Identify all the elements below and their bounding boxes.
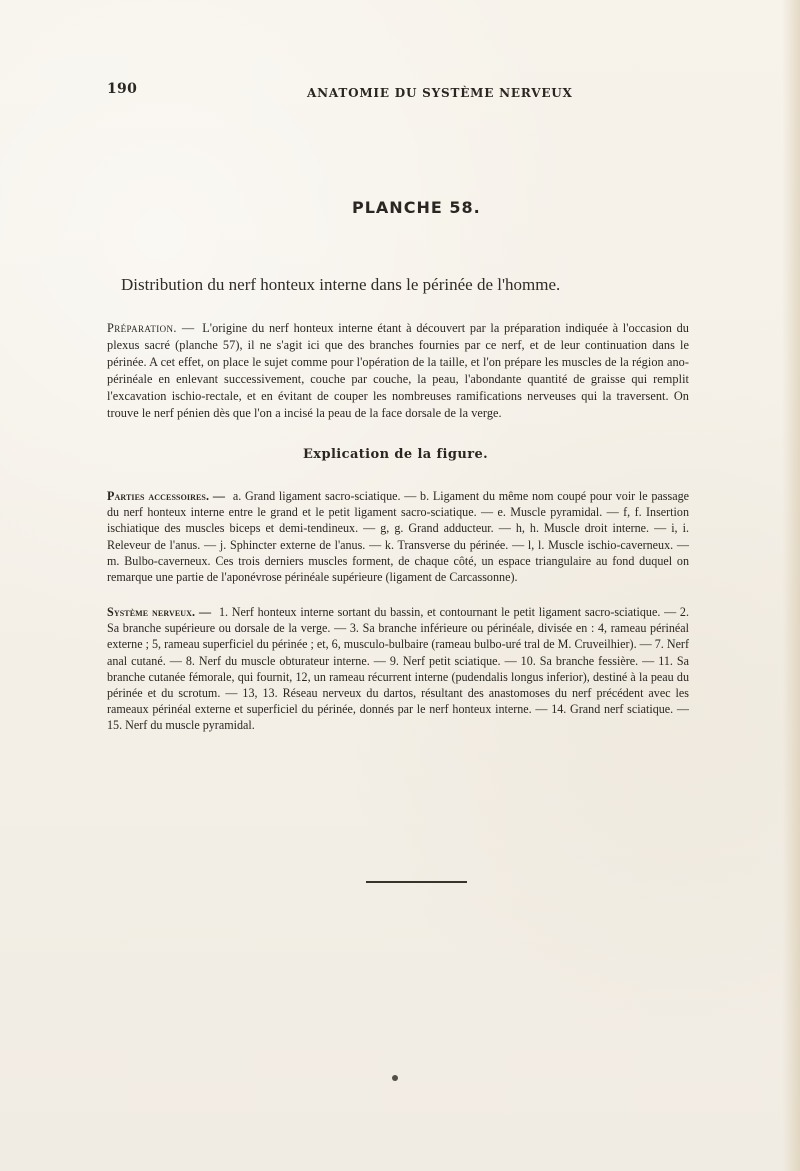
accessory-paragraph: [107, 488, 689, 585]
nervous-paragraph: [107, 604, 689, 734]
plate-title: PLANCHE 58.: [352, 198, 481, 217]
running-title: ANATOMIE DU SYSTÈME NERVEUX: [307, 86, 573, 100]
accessory-text: a. Grand ligament sacro-sciatique. — b. Ligament du même nom coupé pour voir le passage du nerf honteux interne entre le grand et le petit ligament sacro-sciatique. — e. Muscle pyramidal. — f, f. Insertion ischiatique des muscles biceps et demi-tendineux. — g, g. Grand adducteur. — h, h. Muscle droit interne. — i, i. Releveur de l'anus. — j. Sphincter externe de l'anus. — k. Transverse du périnée. — l, l. Muscle ischio-caverneux. — m. Bulbo-caverneux. Ces trois derniers muscles forment, de chaque côté, un espace triangulaire au fond duquel on remarque une partie de l'aponévrose périnéale supérieure (ligament de Carcassonne).: [107, 489, 689, 585]
ornament-dot: [392, 1075, 398, 1081]
main-title: Distribution du nerf honteux interne dans le périnée de l'homme.: [121, 275, 561, 294]
section-divider: [366, 881, 467, 883]
accessory-label: Parties accessoires. —: [107, 489, 226, 503]
preparation-paragraph: [107, 320, 689, 422]
nervous-text: 1. Nerf honteux interne sortant du bassin, et contournant le petit ligament sacro-sciatique. — 2. Sa branche supérieure ou dorsale de la verge. — 3. Sa branche inférieure ou périnéale, divisée en : 4, rameau périnéal externe ; 5, rameau superficiel du périnée ; et, 6, musculo-bulbaire (rameau bulbo-uré tral de M. Cruveilhier). — 7. Nerf anal cutané. — 8. Nerf du muscle obturateur interne. — 9. Nerf petit sciatique. — 10. Sa branche fessière. — 11. Sa branche cutanée fémorale, qui fournit, 12, un rameau récurrent interne (pudendalis longus inferior), destiné à la peau du périnée et du scrotum. — 13, 13. Réseau nerveux du dartos, résultant des anastomoses du nerf précédent avec les rameaux périnéal externe et superficiel du périnée, donnés par le nerf honteux interne. — 14. Grand nerf sciatique. — 15. Nerf du muscle pyramidal.: [107, 605, 690, 733]
nervous-label: Système nerveux. —: [107, 605, 212, 619]
page-header: [107, 81, 697, 108]
section-heading: Explication de la figure.: [303, 447, 489, 462]
page-number: 190: [107, 81, 138, 97]
preparation-label: Préparation. —: [107, 321, 195, 335]
preparation-text: L'origine du nerf honteux interne étant à découvert par la préparation indiquée à l'occasion du plexus sacré (planche 57), il ne s'agit ici que des branches fournies par ce nerf, et de leur continuation dans le périnée. A cet effet, on place le sujet comme pour l'opération de la taille, et l'on prépare les muscles de la région ano-périnéale en enlevant successivement, couche par couche, la peau, l'abondante quantité de graisse qui remplit l'excavation ischio-rectale, et en évitant de couper les nombreuses ramifications nerveuses qui la traversent. On trouve le nerf pénien dès que l'on a incisé la peau de la face dorsale de la verge.: [107, 321, 689, 420]
